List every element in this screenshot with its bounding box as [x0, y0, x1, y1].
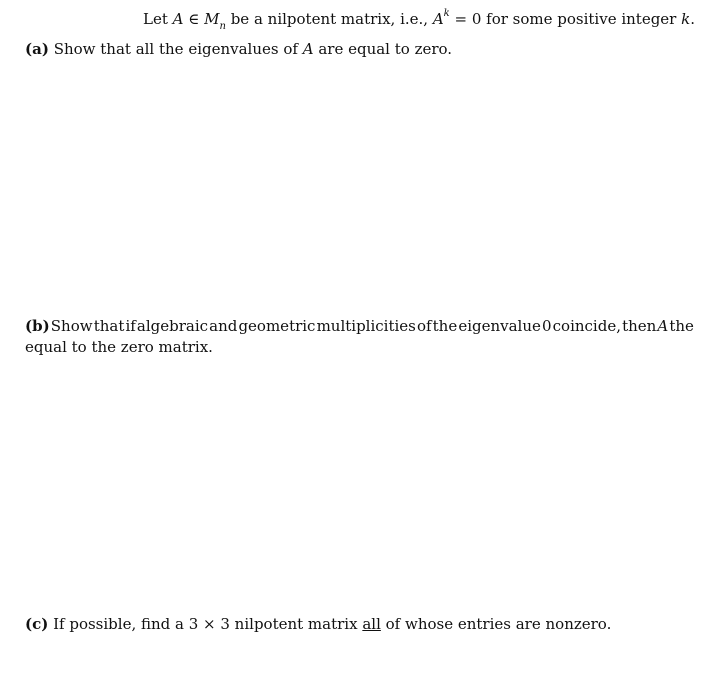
var-k: k — [681, 10, 691, 28]
var-M: M — [204, 10, 220, 28]
part-c-label: (c) — [25, 615, 49, 633]
part-c-text: of whose entries are nonzero. — [380, 615, 612, 633]
var-A: A — [172, 10, 184, 28]
part-b-word: of — [416, 317, 432, 335]
part-b-word: then — [622, 317, 657, 335]
underlined-all: all — [362, 615, 381, 633]
part-b-word: eigenvalue — [458, 317, 541, 335]
part-a — [25, 39, 452, 59]
part-b-word: if — [125, 317, 136, 335]
intro-text: be a nilpotent matrix, i.e., — [225, 10, 433, 28]
var-A: A — [302, 40, 314, 58]
intro-text: = 0 for some positive integer — [449, 10, 682, 28]
element-of-symbol: ∈ — [183, 10, 205, 28]
intro-text: Let — [143, 10, 173, 28]
part-a-text: are equal to zero. — [313, 40, 453, 58]
intro-text: . — [690, 10, 695, 28]
part-b-word: 0 — [542, 317, 552, 335]
problem-intro — [143, 8, 695, 32]
part-b-word: geometric — [238, 317, 316, 335]
part-c — [25, 614, 611, 634]
part-b-word: that — [93, 317, 125, 335]
part-b-word: and — [209, 317, 238, 335]
part-b-label: (b) — [25, 317, 50, 335]
part-b-line-2: equal to the zero matrix. — [25, 338, 213, 356]
part-b-word: multiplicities — [316, 317, 416, 335]
var-n: n — [219, 21, 226, 32]
var-A: A — [432, 10, 444, 28]
part-b-word: Show — [50, 317, 93, 335]
part-a-text: Show that all the eigenvalues of — [48, 40, 303, 58]
part-b-word: algebraic — [136, 317, 209, 335]
var-A: A — [657, 317, 669, 335]
part-b-line-1 — [25, 316, 694, 336]
part-a-label: (a) — [25, 40, 49, 58]
part-c-text: If possible, find a 3 × 3 nilpotent matrix — [48, 615, 363, 633]
part-b-word: the — [669, 317, 694, 335]
part-b-word: coincide, — [552, 317, 621, 335]
exponent-k: k — [443, 8, 450, 19]
part-b-word: the — [432, 317, 458, 335]
